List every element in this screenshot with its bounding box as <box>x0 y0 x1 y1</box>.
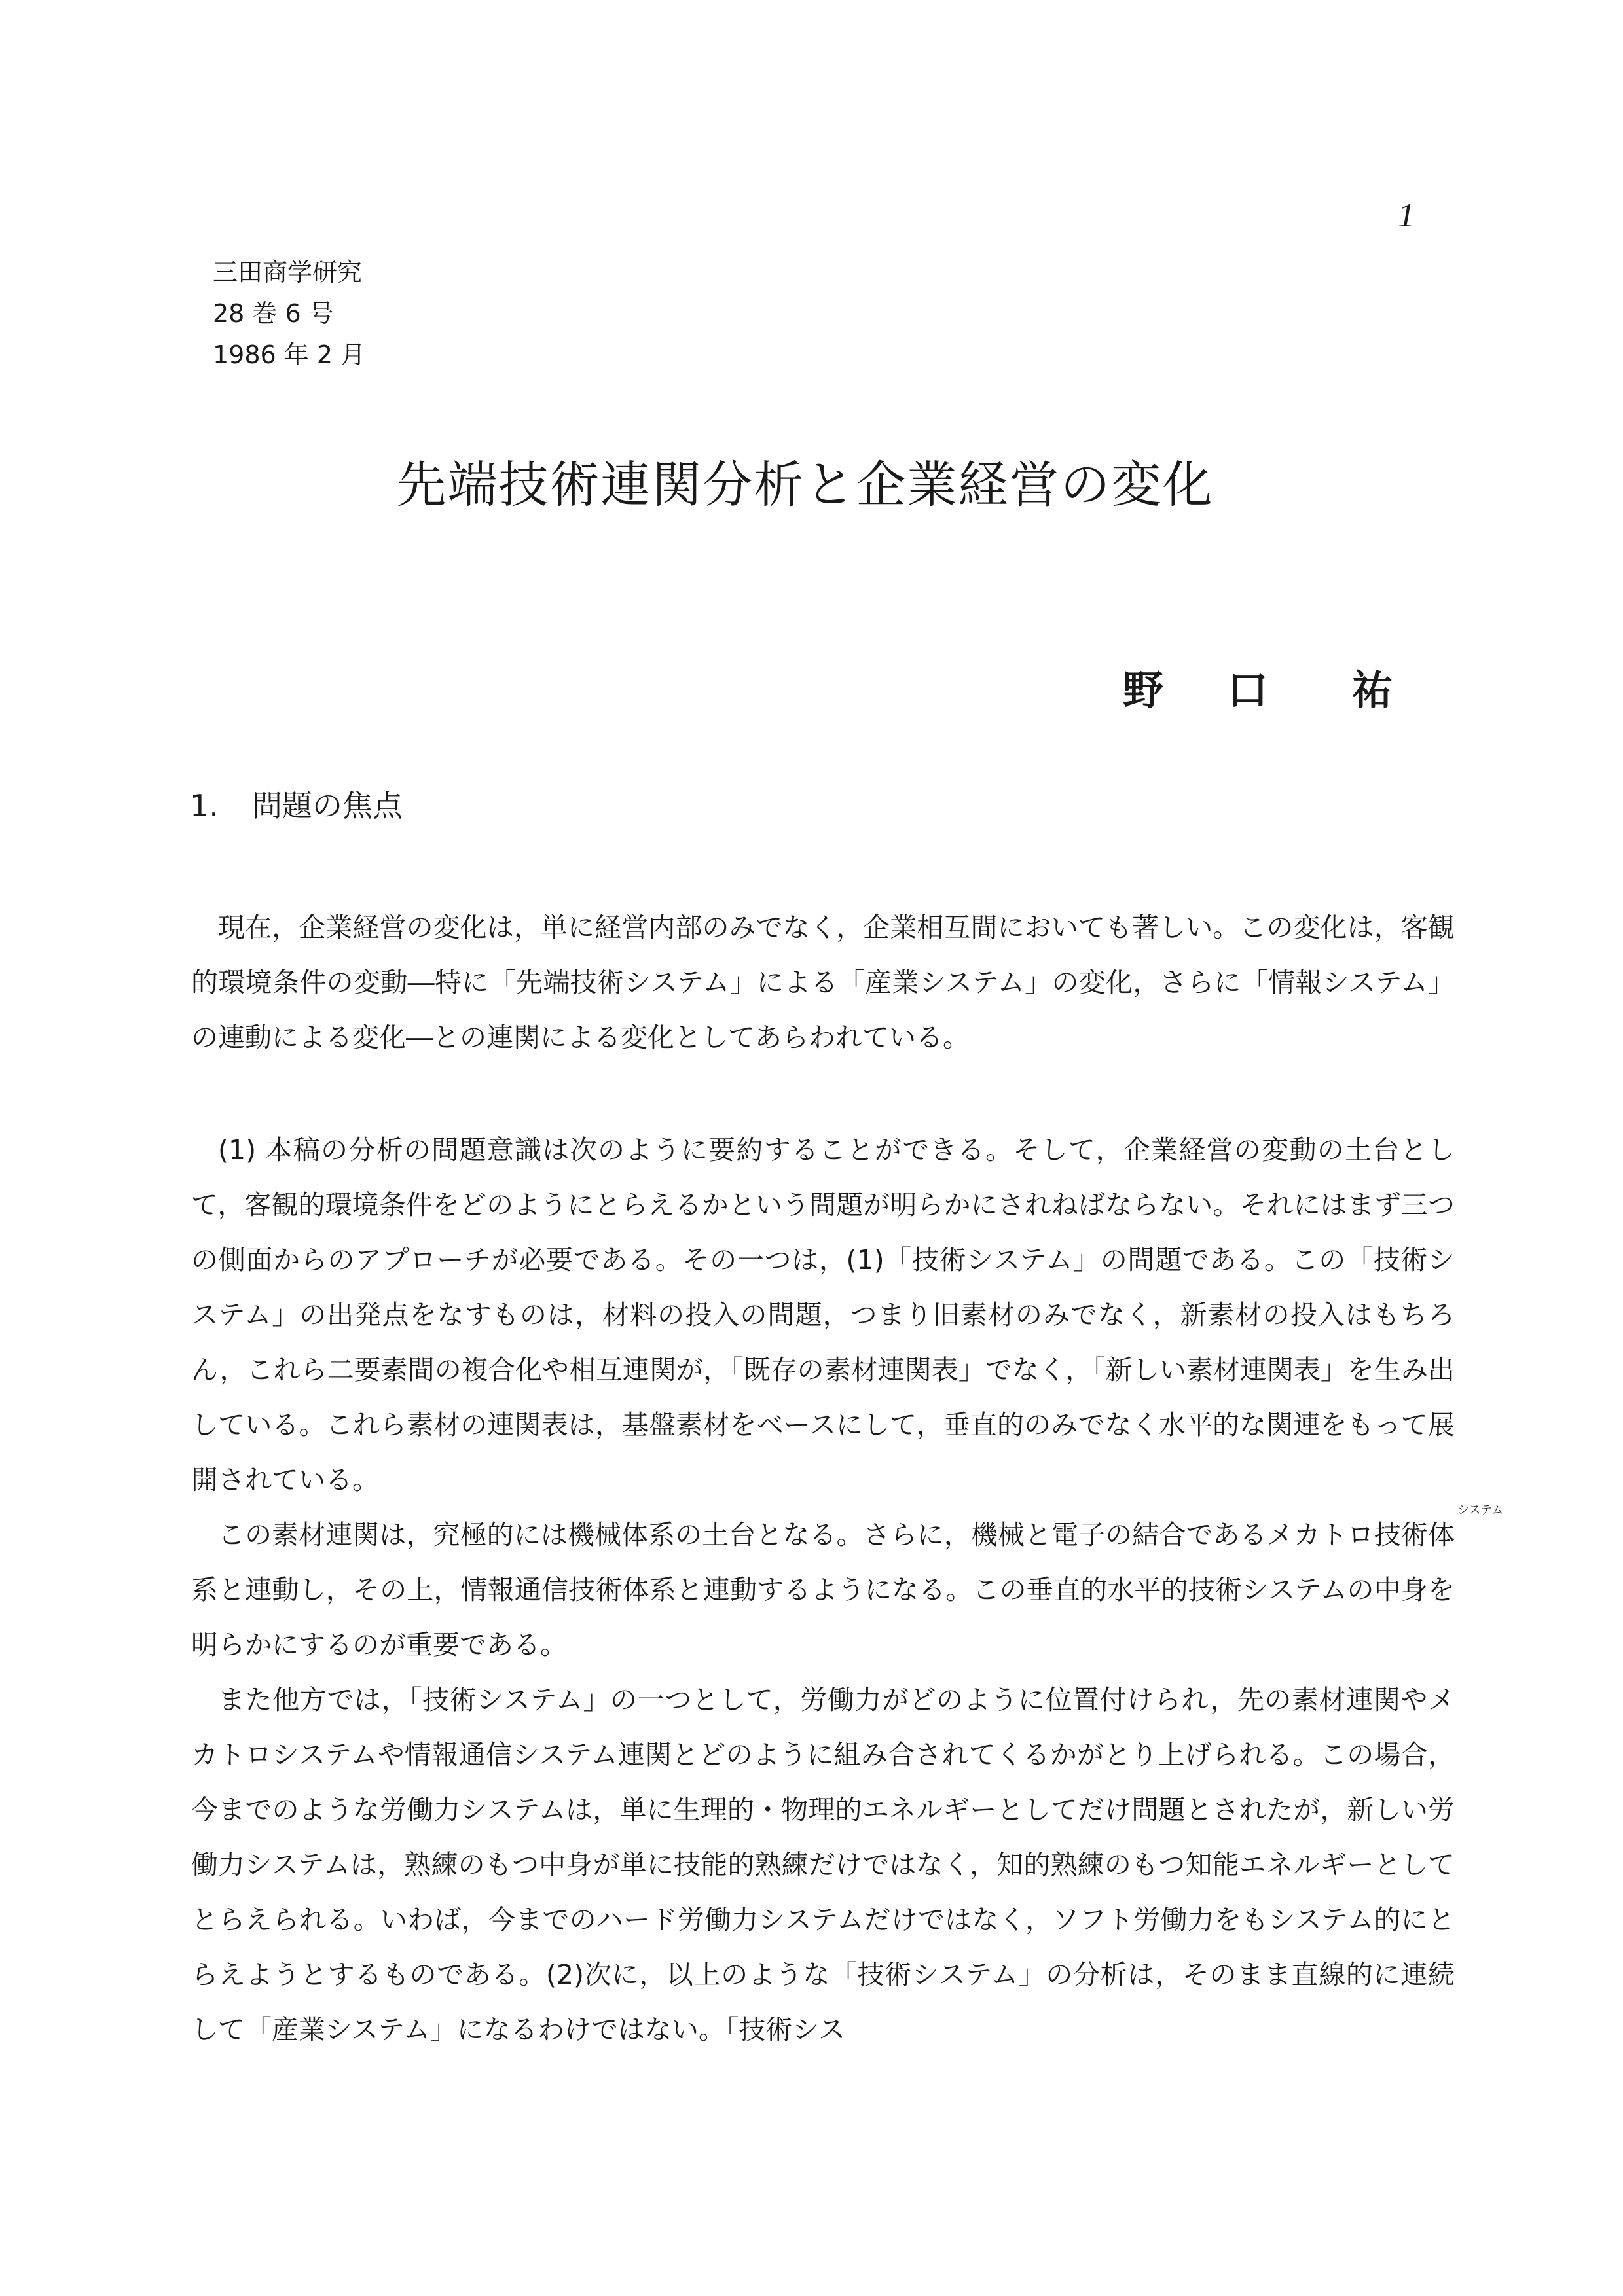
intro-paragraph-block <box>191 900 1455 1065</box>
paper-title <box>0 445 1623 516</box>
journal-name: 三田商学研究 <box>213 258 363 287</box>
intro-paragraph: 現在，企業経営の変化は，単に経営内部のみでなく，企業相互間においても著しい。この変化は，客観的環境条件の変動―特に「先端技術システム」による「産業システム」の変化，さらに「情報システム」の連動による変化―との連関による変化としてあらわれている。 <box>191 912 1455 1053</box>
paper-title-text: 先端技術連関分析と企業経営の変化 <box>396 456 1214 514</box>
paragraph-3: また他方では，「技術システム」の一つとして，労働力がどのように位置付けられ，先の素材連関やメカトロシステムや情報通信システム連関とどのように組み合されてくるかがとり上げられる。この場合，今までのような労働力システムは，単に生理的・物理的エネルギーとしてだけ問題とされたが，新しい労働力システムは，熟練のもつ中身が単に技能的熟練だけではなく，知的熟練のもつ知能エネルギーとしてとらえられる。いわば，今までのハード労働力システムだけではなく，ソフト労働力をもシステム的にとらえようとするものである。(2)次に，以上のような「技術システム」の分析は，そのまま直線的に連続して「産業システム」になるわけではない。「技術シス <box>191 1684 1455 2045</box>
journal-info <box>213 252 365 376</box>
author-name <box>1123 658 1393 716</box>
section-number: 1. <box>190 788 219 823</box>
section-title: 問題の焦点 <box>252 788 403 823</box>
main-text-block <box>191 1122 1504 2057</box>
author-name-part-3: 祐 <box>1352 666 1393 714</box>
ruby-base: 体系 <box>191 1519 1455 1605</box>
journal-date: 1986 年 2 月 <box>213 340 366 369</box>
paragraph-1: (1) 本稿の分析の問題意識は次のように要約することができる。そして，企業経営の変動の土台として，客観的環境条件をどのようにとらえるかという問題が明らかにされねばならない。それにはまず三つの側面からのアプローチが必要である。その一つは，(1)「技術システム」の問題である。この「技術システム」の出発点をなすものは，材料の投入の問題，つまり旧素材のみでなく，新素材の投入はもちろん，これら二要素間の複合化や相互連関が，「既存の素材連関表」でなく，「新しい素材連関表」を生み出している。これら素材の連関表は，基盤素材をベースにして，垂直的のみでなく水平的な関連をもって展開されている。 <box>191 1134 1455 1496</box>
author-name-part-1: 野 <box>1123 666 1164 714</box>
paragraph-2 <box>191 1503 1504 1672</box>
ruby-text: システム <box>1457 1503 1504 1517</box>
page-number: 1 <box>1398 197 1415 234</box>
paragraph-2-after: と連動し，その上，情報通信技術体系と連動するようになる。この垂直的水平的技術システムの中身を明らかにするのが重要である。 <box>191 1574 1455 1660</box>
journal-volume-issue: 28 巻 6 号 <box>213 299 334 328</box>
paragraph-2-before: この素材連関は，究極的には機械体系の土台となる。さらに，機械と電子の結合であるメカトロ技術 <box>218 1519 1428 1551</box>
section-heading <box>190 782 403 825</box>
author-name-part-2: 口 <box>1228 666 1269 714</box>
